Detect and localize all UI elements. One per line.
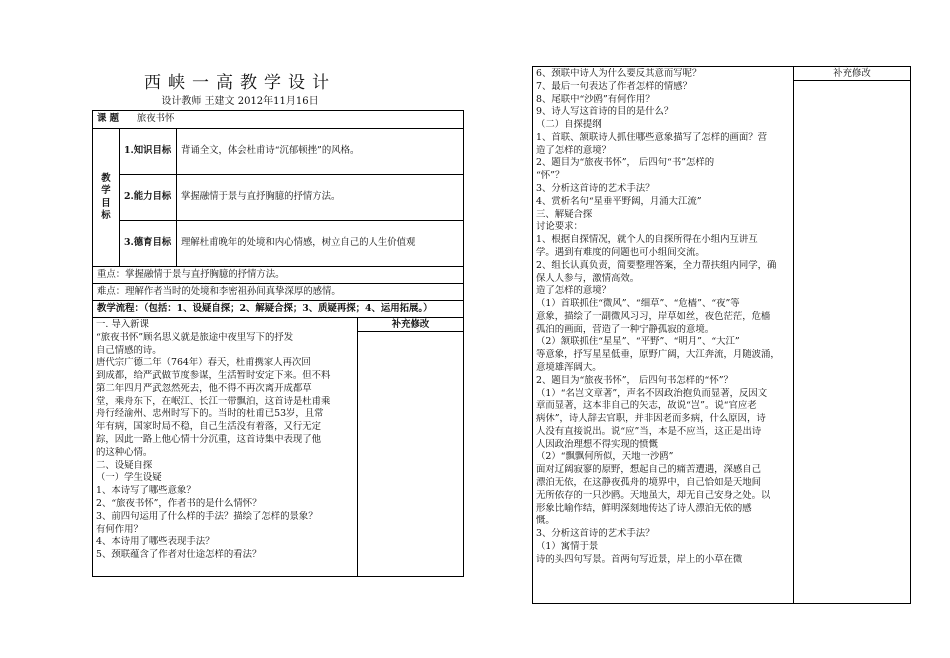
text-line: 堂，乘舟东下，在岷江、长江一带飘泊，这首诗是杜甫乘 [96,395,331,407]
text-line: 4、本诗用了哪些表现手法？ [96,536,215,548]
left-body [93,318,358,576]
text-line: “旅夜书怀”顾名思义就是旅途中夜里写下的抒发 [96,331,294,343]
text-line: 二、设疑自探 [96,459,153,471]
text-line: 一. 导入新课 [96,319,149,330]
text-line: 1、根据自探情况，就个人的自探所得在小组内互讲互 [536,234,758,246]
goal-knowledge-label: 1.知识目标 [120,129,177,175]
designer-line: 设计教师 王建文 2012年11月16日 [161,96,319,107]
text-line: 3、分析这首诗的艺术手法？ [536,528,655,540]
text-line: 孤泊的画面，营造了一种宁静孤寂的意境。 [536,323,715,335]
text-line: 到成都，给严武做节度参谋，生活暂时安定下来。但不料 [96,370,331,382]
text-line: 3、前四句运用了什么样的手法？描绘了怎样的景象？ [96,510,318,522]
page-title: 西峡一高教学设计 [144,73,336,93]
text-line: 年有病，国家时局不稳，自己生活没有着落，又行无定 [96,421,322,433]
topic-row [93,111,464,129]
text-line: 漂泊无依，在这静夜孤舟的境界中，自己恰如是天地间 [536,477,762,488]
text-line: 2、题目为“旅夜书怀”， 后四句“书”怎样的 [536,157,715,169]
text-line: 2、“旅夜书怀”，作者书的是什么情怀？ [96,497,262,509]
text-line: 人因政治理想不得实现的愤慨 [536,438,658,450]
text-line: 唐代宗广德二年（764年）春天，杜甫携家人再次回 [96,357,311,369]
key-point: 重点：掌握融情于景与直抒胸臆的抒情方法。 [93,267,464,284]
goal-moral-label: 3.德育目标 [120,221,177,267]
right-continuation-table [532,66,911,604]
left-supplement-column [358,318,464,576]
text-line: 章而显著，这本非自己的矢志，故说“岂”。说“官应老 [536,400,757,412]
text-line: 4、赏析名句“星垂平野阔，月涌大江流” [536,195,702,207]
text-line: “怀”？ [536,170,565,182]
text-line: 自己情感的诗。 [96,344,162,356]
goal-knowledge-value: 背诵全文，体会杜甫诗“沉郁顿挫”的风格。 [177,129,464,175]
text-line: （2）“飘飘何所似，天地一沙鸥” [536,451,674,463]
text-line: 有何作用？ [96,523,143,535]
text-line: 1、首联、颔联诗人抓住哪些意象描写了怎样的画面？营 [536,131,767,143]
text-line: 9、诗人写这首诗的目的是什么？ [536,106,674,118]
right-supplement-column [794,67,911,604]
text-line: （一）学生设疑 [96,472,162,484]
text-line: 舟行经渝州、忠州时写下的。当时的杜甫已53岁，且常 [96,408,324,420]
goal-ability-label: 2.能力目标 [120,175,177,221]
text-line: 1、本诗写了哪些意象？ [96,485,196,497]
text-line: 诗的头四句写景。首两句写近景，岸上的小草在微 [536,553,743,565]
text-line: 造了怎样的意境？ [536,285,612,297]
text-line: 的这种心情。 [96,446,153,458]
text-line: 第二年四月严武忽然死去，他不得不再次离开成都草 [96,382,312,394]
text-line: 3、分析这首诗的艺术手法？ [536,183,655,195]
text-line: 2、题目为“旅夜书怀”， 后四句书怎样的“怀”？ [536,374,733,386]
right-body [533,67,794,604]
text-line: 三、解疑合探 [536,208,593,220]
topic-value: 旅夜书怀 [136,113,175,125]
text-line: 意象，描绘了一副微风习习，岸草如丝，夜色茫茫，危樯 [536,310,771,322]
text-line: 面对辽阔寂寥的原野，想起自己的痛苦遭遇，深感自己 [536,464,762,476]
text-line: 学。遇到有难度的问题也可小组间交流。 [536,246,705,258]
supplement-header: 补充修改 [358,318,463,332]
text-line: 踪，因此一路上他心情十分沉重，这首诗集中表现了他 [96,434,322,446]
text-line: 保人人参与，激情高效。 [536,272,640,284]
text-line: 等意象，抒写星星低垂，原野广阔，大江奔流，月随波涌， [536,349,780,361]
left-lesson-table [92,110,464,577]
text-line: 意境雄浑阔大。 [536,361,602,373]
text-line: 6、颈联中诗人为什么要反其意而写呢？ [536,68,702,79]
text-line: （二）自探提纲 [536,119,602,131]
text-line: 人没有直接说出。说“应”当，本是不应当，这正是出诗 [536,425,762,437]
text-line: 病休”，诗人辞去官职，并非因老而多病，什么原因，诗 [536,413,766,425]
text-line: 5、颈联蕴含了作者对仕途怎样的看法？ [96,549,262,561]
topic-label: 课 题 [97,113,120,125]
text-line: 慨。 [536,515,555,527]
text-line: 7、最后一句表达了作者怎样的情感？ [536,80,692,92]
text-line: 形象比喻作结，鲜明深刻地传达了诗人漂泊无依的感 [536,502,752,514]
goal-ability-value: 掌握融情于景与直抒胸臆的抒情方法。 [177,175,464,221]
difficulty: 难点：理解作者当时的处境和李密祖孙间真挚深厚的感情。 [93,284,464,301]
text-line: （2）颔联抓住“星星”、“平野”、“明月”、“大江” [536,336,740,348]
teaching-flow: 教学流程：（包括：1、设疑自探；2、解疑合探；3、质疑再探；4、运用拓展。） [93,301,464,318]
text-line: 2、组长认真负责，简要整理答案，全力帮扶组内同学，确 [536,259,777,271]
text-line: 造了怎样的意境？ [536,144,612,156]
supplement-header: 补充修改 [794,67,910,81]
goal-moral-value: 理解杜甫晚年的处境和内心情感，树立自己的人生价值观 [177,221,464,267]
goals-label: 教学目标 [93,129,120,267]
text-line: 无所依存的一只沙鸥。天地虽大，却无自己安身之处。以 [536,489,771,501]
text-line: （1）寓情于景 [536,540,599,552]
text-line: （1）“名岂文章著”，声名不因政治抱负而显著，反因文 [536,387,768,399]
text-line: 讨论要求： [536,221,583,233]
text-line: （1）首联抓住“微风”、“细草”、“危樯”、“夜”等 [536,298,740,310]
text-line: 8、尾联中“沙鸥”有何作用？ [536,93,655,105]
